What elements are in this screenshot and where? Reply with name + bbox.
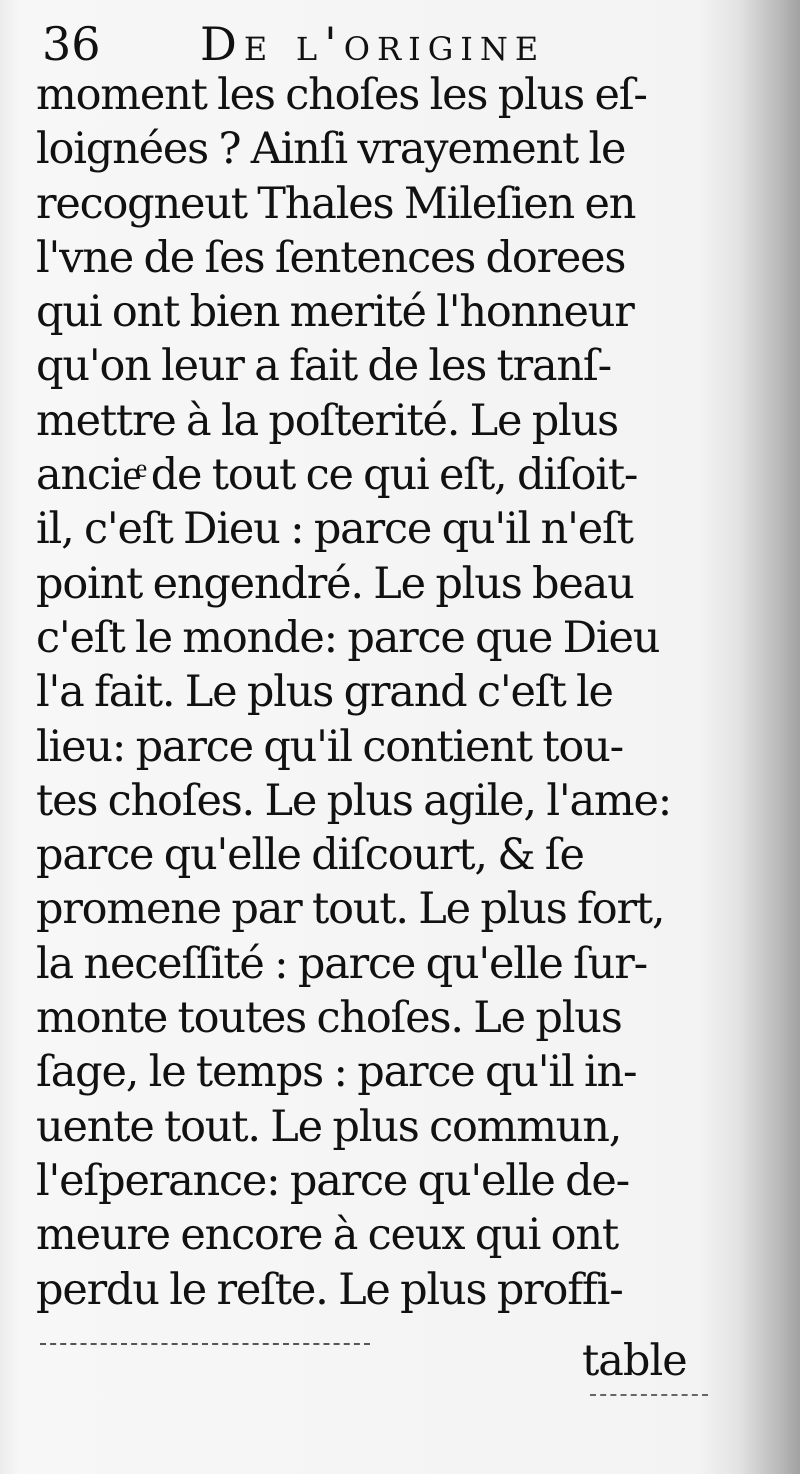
text-line: qui ont bien merité l'honneur — [36, 287, 634, 338]
text-line: lieu: parce qu'il contient tou- — [36, 721, 623, 772]
page-gutter-shadow — [740, 0, 800, 1474]
text-line: promene par tout. Le plus fort, — [36, 884, 665, 935]
text-line: perdu le reſte. Le plus proffi- — [36, 1264, 623, 1315]
text-line: il, c'eſt Dieu : parce qu'il n'eſt — [36, 504, 633, 555]
text-line: uente tout. Le plus commun, — [36, 1101, 622, 1152]
text-line: point engendré. Le plus beau — [36, 558, 634, 609]
text-line: monte toutes choſes. Le plus — [36, 993, 622, 1044]
text-line: c'eſt le monde: parce que Dieu — [36, 612, 660, 663]
text-line: meure encore à ceux qui ont — [36, 1210, 618, 1261]
text-line: loignées ? Ainſi vrayement le — [36, 124, 626, 175]
text-line: parce qu'elle diſcourt, & ſe — [36, 830, 584, 881]
text-line: l'vne de ſes ſentences dorees — [36, 232, 626, 283]
page-header — [42, 12, 782, 72]
page-number: 36 — [42, 17, 101, 71]
dotted-rule — [590, 1394, 708, 1396]
text-line: l'a fait. Le plus grand c'eſt le — [36, 667, 613, 718]
text-line: ancieͤ de tout ce qui eſt, diſoit- — [36, 450, 638, 501]
catchword: table — [582, 1336, 687, 1386]
body-text — [36, 68, 714, 1317]
dotted-rule — [40, 1343, 370, 1345]
text-line: moment les choſes les plus eſ- — [36, 70, 647, 120]
text-line: ſage, le temps : parce qu'il in- — [36, 1047, 637, 1098]
text-line: recogneut Thales Mileſien en — [36, 178, 636, 229]
text-line: l'eſperance: parce qu'elle de- — [36, 1155, 630, 1206]
text-line: mettre à la poſterité. Le plus — [36, 395, 618, 446]
text-line: qu'on leur a fait de les tranſ- — [36, 341, 611, 392]
text-line: la neceſſité : parce qu'elle ſur- — [36, 938, 647, 989]
text-line: tes choſes. Le plus agile, l'ame: — [36, 775, 672, 826]
running-head: De l'origine — [200, 17, 546, 71]
